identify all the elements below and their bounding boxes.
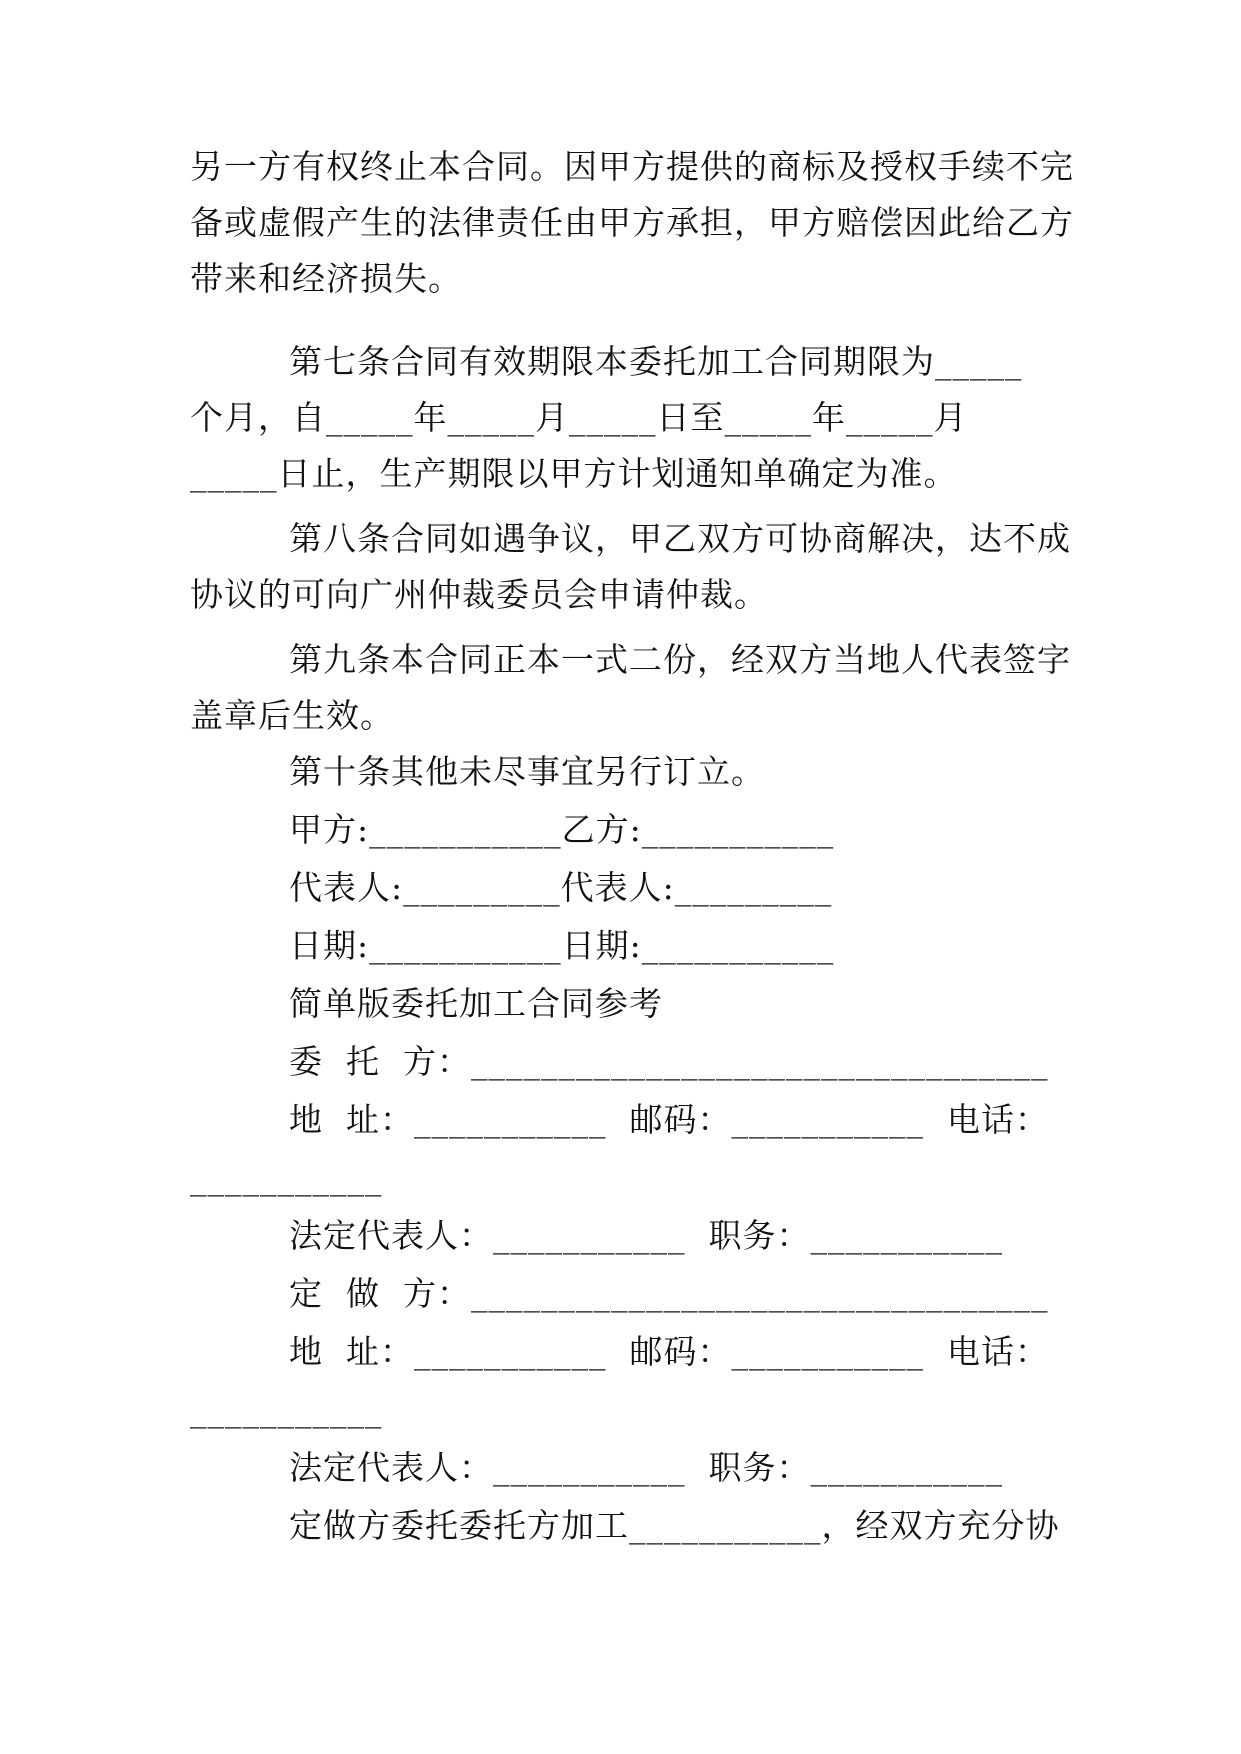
body-text-line: 盖章后生效。 (190, 696, 394, 735)
article-10-text: 第十条其他未尽事宜另行订立。 (289, 752, 765, 791)
section-heading: 简单版委托加工合同参考 (289, 984, 663, 1023)
phone-blank-line: ___________ (190, 1158, 383, 1197)
body-text-line: _____日止，生产期限以甲方计划通知单确定为准。 (190, 454, 958, 493)
article-8-text: 第八条合同如遇争议，甲乙双方可协商解决，达不成 (289, 519, 1071, 558)
body-text-line: 个月，自_____年_____月_____日至_____年_____月 (190, 398, 968, 437)
body-text-line: 另一方有权终止本合同。因甲方提供的商标及授权手续不完 (190, 147, 1074, 186)
address-postcode-phone-line: 地 址：___________ 邮码：___________ 电话： (289, 1332, 1049, 1371)
body-text-line: 带来和经济损失。 (190, 259, 462, 298)
body-text-line: 协议的可向广州仲裁委员会申请仲裁。 (190, 575, 768, 614)
legal-representative-line: 法定代表人：___________ 职务：___________ (289, 1448, 1003, 1487)
phone-blank-line: ___________ (190, 1390, 383, 1429)
article-7-text: 第七条合同有效期限本委托加工合同期限为_____ (289, 342, 1023, 381)
signature-party-line: 甲方:___________乙方:___________ (289, 810, 835, 849)
processing-clause-line: 定做方委托委托方加工___________，经双方充分协 (289, 1506, 1060, 1545)
signature-date-line: 日期:___________日期:___________ (289, 926, 835, 965)
legal-representative-line: 法定代表人：___________ 职务：___________ (289, 1216, 1003, 1255)
contractor-party-line: 定 做 方：_________________________________ (289, 1274, 1049, 1313)
commissioning-party-line: 委 托 方：_________________________________ (289, 1042, 1049, 1081)
signature-representative-line: 代表人:_________代表人:_________ (289, 868, 833, 907)
address-postcode-phone-line: 地 址：___________ 邮码：___________ 电话： (289, 1100, 1049, 1139)
body-text-line: 备或虚假产生的法律责任由甲方承担，甲方赔偿因此给乙方 (190, 203, 1074, 242)
article-9-text: 第九条本合同正本一式二份，经双方当地人代表签字 (289, 640, 1071, 679)
